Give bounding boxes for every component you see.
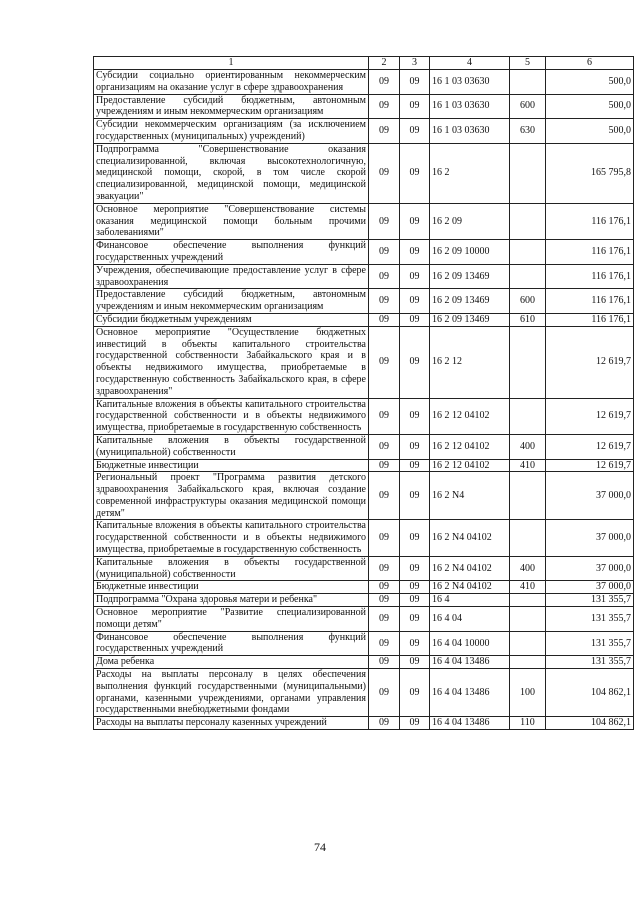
target-article-cell: 16 2 09 13469 xyxy=(430,264,510,289)
expense-type-cell xyxy=(510,520,546,556)
subsection-code-cell: 09 xyxy=(400,94,430,119)
table-body xyxy=(94,70,634,730)
amount-cell: 116 176,1 xyxy=(546,289,634,314)
expense-type-cell: 400 xyxy=(510,556,546,581)
target-article-cell: 16 2 12 04102 xyxy=(430,398,510,434)
column-header: 2 xyxy=(369,57,400,70)
section-code-cell: 09 xyxy=(369,70,400,95)
expense-type-cell xyxy=(510,607,546,632)
amount-cell: 37 000,0 xyxy=(546,556,634,581)
column-header: 6 xyxy=(546,57,634,70)
amount-cell: 12 619,7 xyxy=(546,398,634,434)
target-article-cell: 16 2 N4 04102 xyxy=(430,520,510,556)
table-header-row xyxy=(94,57,634,70)
amount-cell: 500,0 xyxy=(546,70,634,95)
item-name-cell: Финансовое обеспечение выполнения функций государственных учреждений xyxy=(94,240,369,265)
expense-type-cell xyxy=(510,240,546,265)
table-row xyxy=(94,289,634,314)
subsection-code-cell: 09 xyxy=(400,143,430,203)
target-article-cell: 16 1 03 03630 xyxy=(430,119,510,144)
subsection-code-cell: 09 xyxy=(400,472,430,520)
target-article-cell: 16 2 xyxy=(430,143,510,203)
section-code-cell: 09 xyxy=(369,669,400,717)
target-article-cell: 16 4 04 10000 xyxy=(430,631,510,656)
table-row xyxy=(94,656,634,669)
section-code-cell: 09 xyxy=(369,459,400,472)
item-name-cell: Капитальные вложения в объекты капитального строительства государственной собственности и в объекты недвижимого имущества, приобретаемые в государственную собственность xyxy=(94,520,369,556)
item-name-cell: Предоставление субсидий бюджетным, автономным учреждениям и иным некоммерческим организациям xyxy=(94,94,369,119)
target-article-cell: 16 2 N4 04102 xyxy=(430,581,510,594)
expense-type-cell xyxy=(510,143,546,203)
subsection-code-cell: 09 xyxy=(400,669,430,717)
section-code-cell: 09 xyxy=(369,472,400,520)
target-article-cell: 16 2 12 xyxy=(430,326,510,398)
page-number: 74 xyxy=(314,840,326,854)
target-article-cell: 16 2 12 04102 xyxy=(430,459,510,472)
subsection-code-cell: 09 xyxy=(400,631,430,656)
table-row xyxy=(94,717,634,730)
expense-type-cell xyxy=(510,398,546,434)
section-code-cell: 09 xyxy=(369,143,400,203)
item-name-cell: Основное мероприятие "Осуществление бюджетных инвестиций в объекты капитального строительства государственной собственности Забайкальского края и в объекты недвижимого имущества, приобретаемые в государственную собственность Забайкальского края, в сфере здравоохранения" xyxy=(94,326,369,398)
section-code-cell: 09 xyxy=(369,434,400,459)
expense-type-cell: 400 xyxy=(510,434,546,459)
subsection-code-cell: 09 xyxy=(400,398,430,434)
item-name-cell: Основное мероприятие "Развитие специализированной помощи детям" xyxy=(94,607,369,632)
table-row xyxy=(94,398,634,434)
table-row xyxy=(94,119,634,144)
table-row xyxy=(94,472,634,520)
subsection-code-cell: 09 xyxy=(400,70,430,95)
target-article-cell: 16 4 04 13486 xyxy=(430,656,510,669)
section-code-cell: 09 xyxy=(369,289,400,314)
subsection-code-cell: 09 xyxy=(400,289,430,314)
amount-cell: 116 176,1 xyxy=(546,240,634,265)
section-code-cell: 09 xyxy=(369,398,400,434)
section-code-cell: 09 xyxy=(369,607,400,632)
item-name-cell: Региональный проект "Программа развития детского здравоохранения Забайкальского края, включая создание современной инфраструктуры оказания медицинской помощи детям" xyxy=(94,472,369,520)
target-article-cell: 16 4 xyxy=(430,594,510,607)
subsection-code-cell: 09 xyxy=(400,520,430,556)
subsection-code-cell: 09 xyxy=(400,717,430,730)
table-row xyxy=(94,70,634,95)
section-code-cell: 09 xyxy=(369,264,400,289)
target-article-cell: 16 4 04 13486 xyxy=(430,669,510,717)
amount-cell: 500,0 xyxy=(546,94,634,119)
subsection-code-cell: 09 xyxy=(400,556,430,581)
section-code-cell: 09 xyxy=(369,240,400,265)
section-code-cell: 09 xyxy=(369,717,400,730)
subsection-code-cell: 09 xyxy=(400,581,430,594)
amount-cell: 165 795,8 xyxy=(546,143,634,203)
expense-type-cell: 410 xyxy=(510,459,546,472)
amount-cell: 104 862,1 xyxy=(546,669,634,717)
target-article-cell: 16 2 09 10000 xyxy=(430,240,510,265)
table-row xyxy=(94,607,634,632)
expense-type-cell xyxy=(510,70,546,95)
item-name-cell: Основное мероприятие "Совершенствование системы оказания медицинской помощи больным прочими заболеваниями" xyxy=(94,203,369,239)
amount-cell: 116 176,1 xyxy=(546,203,634,239)
subsection-code-cell: 09 xyxy=(400,240,430,265)
amount-cell: 131 355,7 xyxy=(546,594,634,607)
item-name-cell: Расходы на выплаты персоналу в целях обеспечения выполнения функций государственными (муниципальными) органами, казенными учреждениями, органами управления государственными внебюджетными фондами xyxy=(94,669,369,717)
item-name-cell: Бюджетные инвестиции xyxy=(94,581,369,594)
target-article-cell: 16 2 12 04102 xyxy=(430,434,510,459)
item-name-cell: Бюджетные инвестиции xyxy=(94,459,369,472)
target-article-cell: 16 4 04 13486 xyxy=(430,717,510,730)
column-header: 3 xyxy=(400,57,430,70)
section-code-cell: 09 xyxy=(369,203,400,239)
item-name-cell: Учреждения, обеспечивающие предоставление услуг в сфере здравоохранения xyxy=(94,264,369,289)
item-name-cell: Субсидии социально ориентированным некоммерческим организациям на оказание услуг в сфере здравоохранения xyxy=(94,70,369,95)
table-row xyxy=(94,581,634,594)
section-code-cell: 09 xyxy=(369,556,400,581)
amount-cell: 116 176,1 xyxy=(546,313,634,326)
item-name-cell: Дома ребенка xyxy=(94,656,369,669)
table-row xyxy=(94,669,634,717)
column-header: 5 xyxy=(510,57,546,70)
subsection-code-cell: 09 xyxy=(400,594,430,607)
expense-type-cell: 630 xyxy=(510,119,546,144)
expense-type-cell xyxy=(510,631,546,656)
target-article-cell: 16 2 09 13469 xyxy=(430,313,510,326)
amount-cell: 37 000,0 xyxy=(546,472,634,520)
expense-type-cell: 600 xyxy=(510,289,546,314)
amount-cell: 131 355,7 xyxy=(546,656,634,669)
amount-cell: 12 619,7 xyxy=(546,434,634,459)
section-code-cell: 09 xyxy=(369,656,400,669)
item-name-cell: Финансовое обеспечение выполнения функций государственных учреждений xyxy=(94,631,369,656)
table-row xyxy=(94,94,634,119)
expense-type-cell xyxy=(510,326,546,398)
table-row xyxy=(94,631,634,656)
target-article-cell: 16 2 N4 04102 xyxy=(430,556,510,581)
table-row xyxy=(94,556,634,581)
table-row xyxy=(94,203,634,239)
subsection-code-cell: 09 xyxy=(400,119,430,144)
expense-type-cell: 110 xyxy=(510,717,546,730)
section-code-cell: 09 xyxy=(369,313,400,326)
target-article-cell: 16 2 09 xyxy=(430,203,510,239)
expense-type-cell: 600 xyxy=(510,94,546,119)
subsection-code-cell: 09 xyxy=(400,326,430,398)
item-name-cell: Капитальные вложения в объекты государственной (муниципальной) собственности xyxy=(94,556,369,581)
target-article-cell: 16 4 04 xyxy=(430,607,510,632)
target-article-cell: 16 1 03 03630 xyxy=(430,94,510,119)
item-name-cell: Субсидии бюджетным учреждениям xyxy=(94,313,369,326)
amount-cell: 131 355,7 xyxy=(546,607,634,632)
item-name-cell: Расходы на выплаты персоналу казенных учреждений xyxy=(94,717,369,730)
table-row xyxy=(94,264,634,289)
expense-type-cell xyxy=(510,264,546,289)
table-row xyxy=(94,594,634,607)
table-row xyxy=(94,326,634,398)
amount-cell: 500,0 xyxy=(546,119,634,144)
section-code-cell: 09 xyxy=(369,581,400,594)
item-name-cell: Подпрограмма "Охрана здоровья матери и ребенка" xyxy=(94,594,369,607)
amount-cell: 37 000,0 xyxy=(546,520,634,556)
expense-type-cell xyxy=(510,594,546,607)
section-code-cell: 09 xyxy=(369,594,400,607)
subsection-code-cell: 09 xyxy=(400,203,430,239)
item-name-cell: Предоставление субсидий бюджетным, автономным учреждениям и иным некоммерческим организациям xyxy=(94,289,369,314)
expense-type-cell xyxy=(510,472,546,520)
subsection-code-cell: 09 xyxy=(400,434,430,459)
subsection-code-cell: 09 xyxy=(400,313,430,326)
section-code-cell: 09 xyxy=(369,119,400,144)
section-code-cell: 09 xyxy=(369,520,400,556)
table-row xyxy=(94,459,634,472)
target-article-cell: 16 2 09 13469 xyxy=(430,289,510,314)
amount-cell: 131 355,7 xyxy=(546,631,634,656)
expense-type-cell xyxy=(510,203,546,239)
table-row xyxy=(94,240,634,265)
amount-cell: 37 000,0 xyxy=(546,581,634,594)
expense-type-cell: 610 xyxy=(510,313,546,326)
expense-type-cell: 410 xyxy=(510,581,546,594)
table-row xyxy=(94,434,634,459)
table-row xyxy=(94,520,634,556)
budget-table xyxy=(93,56,634,730)
target-article-cell: 16 1 03 03630 xyxy=(430,70,510,95)
expense-type-cell: 100 xyxy=(510,669,546,717)
section-code-cell: 09 xyxy=(369,326,400,398)
expense-type-cell xyxy=(510,656,546,669)
section-code-cell: 09 xyxy=(369,631,400,656)
section-code-cell: 09 xyxy=(369,94,400,119)
amount-cell: 104 862,1 xyxy=(546,717,634,730)
subsection-code-cell: 09 xyxy=(400,607,430,632)
table-row xyxy=(94,143,634,203)
item-name-cell: Подпрограмма "Совершенствование оказания специализированной, включая высокотехнологичную, медицинской помощи, скорой, в том числе скорой специализированной, медицинской помощи, медицинской эвакуации" xyxy=(94,143,369,203)
amount-cell: 116 176,1 xyxy=(546,264,634,289)
amount-cell: 12 619,7 xyxy=(546,326,634,398)
amount-cell: 12 619,7 xyxy=(546,459,634,472)
table-row xyxy=(94,313,634,326)
subsection-code-cell: 09 xyxy=(400,656,430,669)
target-article-cell: 16 2 N4 xyxy=(430,472,510,520)
subsection-code-cell: 09 xyxy=(400,459,430,472)
column-header: 4 xyxy=(430,57,510,70)
column-header: 1 xyxy=(94,57,369,70)
subsection-code-cell: 09 xyxy=(400,264,430,289)
item-name-cell: Субсидии некоммерческим организациям (за исключением государственных (муниципальных) учреждений) xyxy=(94,119,369,144)
item-name-cell: Капитальные вложения в объекты капитального строительства государственной собственности и в объекты недвижимого имущества, приобретаемые в государственную собственность xyxy=(94,398,369,434)
item-name-cell: Капитальные вложения в объекты государственной (муниципальной) собственности xyxy=(94,434,369,459)
